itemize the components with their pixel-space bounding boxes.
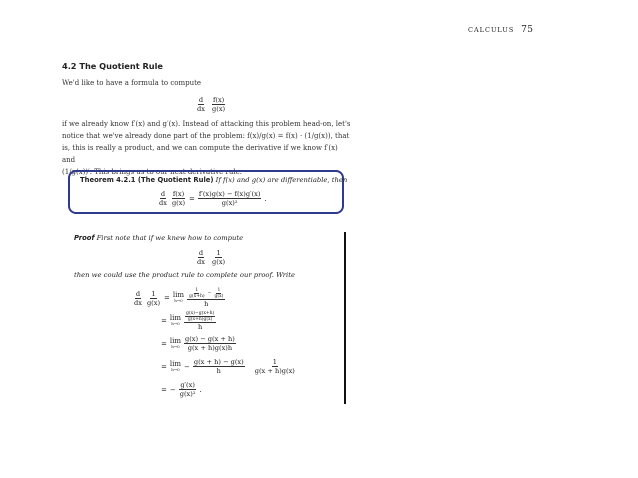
derivation-step-2: = lim h→0 $\frac{\frac{g(x)-g(x+h)}{g(x+h)g(x)}}{h}$ [161,311,215,331]
derivation-step-3: = lim h→0 $\frac{g(x) - g(x + h)}{g(x + h)g(x)h}$ [161,335,235,352]
proof-label: Proof [74,234,95,242]
body-paragraph [62,118,352,178]
theorem-label: Theorem 4.2.1 (The Quotient Rule) [80,176,214,184]
intro-fraction [196,94,226,113]
limit-operator: lim h→0 [172,291,185,303]
paragraph-line: (1/g(x))′. This brings us to our next derivative rule. [62,168,242,176]
derivative-operator: $\frac{d}{dx}$ [197,96,205,113]
derivation-step-5: = − $\frac{g'(x)}{\text{g(x)²}}$ . [161,381,202,398]
proof-fraction: $\frac{d}{dx}$ $\frac{1}{g(x)}$ [197,249,226,266]
intro-text: We'd like to have a formula to compute [62,79,202,87]
page-number: 75 [521,25,534,35]
theorem-statement: If f(x) and g(x) are differentiable, then [215,176,348,184]
theorem-heading [80,176,347,184]
running-header [468,25,533,35]
quotient-rule-fraction: $\frac{f'(x)g(x) - f(x)g'(x)}{\text{g(x)²}}$ [198,190,261,207]
proof-margin-bar [344,232,346,404]
section-title: 4.2 The Quotient Rule [62,61,163,71]
running-title: CALCULUS [468,26,515,34]
theorem-formula: $\frac{d}{dx}$ $\frac{f(x)}{g(x)}$ = $\frac{f'(x)g(x) - f(x)g'(x)}{\text{g(x)²}}$ . [159,190,267,207]
proof-intro: Proof First note that if we knew how to compute [74,234,244,242]
paragraph-line: if we already know f′(x) and g′(x). Instead of attacking this problem head-on, let's [62,120,351,128]
derivation-step-4: = lim h→0 − $\frac{g(x + h) - g(x)}{h}$ $\frac{1}{g(x + h)g(x)}$ [161,358,295,375]
paragraph-line: notice that we've already done part of the problem: f(x)/g(x) = f(x) · (1/g(x)), that [62,132,350,140]
proof-line2: then we could use the product rule to complete our proof. Write [74,271,295,279]
quotient-fraction: $\frac{f(x)}{g(x)}$ [212,96,226,113]
derivation-step-1: $\frac{d}{dx}$ $\frac{1}{g(x)}$ = lim h→0 $\frac{1}{g(x+h)}$ − $\frac{1}{g(x)}$ h [134,288,224,308]
paragraph-line: is, this is really a product, and we can compute the derivative if we know f′(x) and [62,144,338,164]
